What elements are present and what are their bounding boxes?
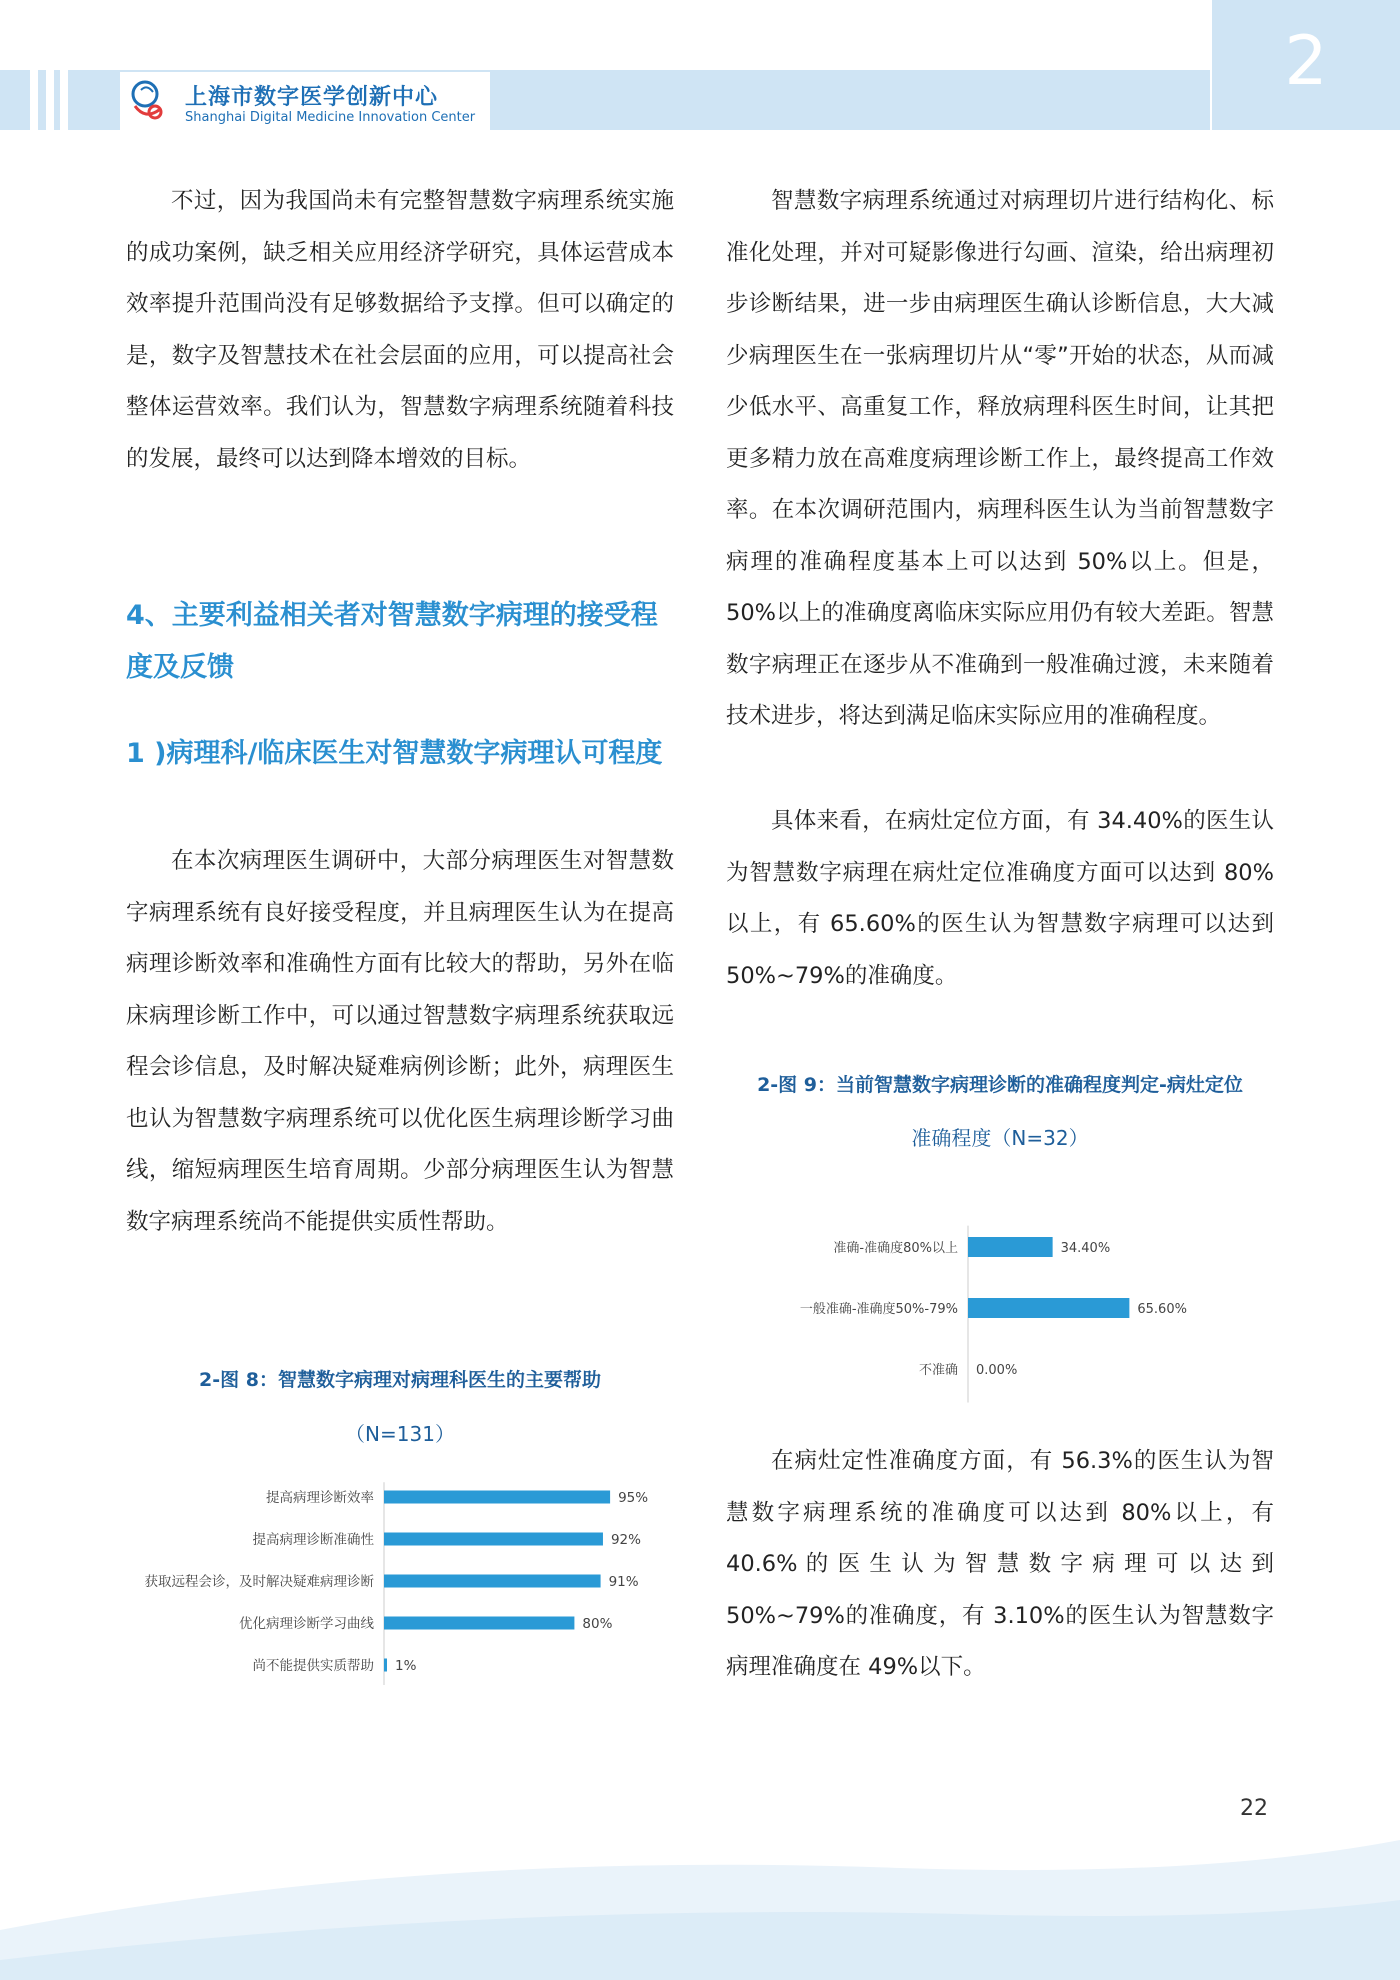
bar [384, 1491, 610, 1504]
fig8-caption: 2-图 8：智慧数字病理对病理科医生的主要帮助 [199, 1369, 601, 1391]
center-logo-icon [125, 76, 173, 126]
org-name-en: Shanghai Digital Medicine Innovation Center [185, 110, 476, 125]
value-label: 34.40% [1060, 1241, 1111, 1256]
value-label: 80% [582, 1616, 613, 1632]
org-name-cn: 上海市数字医学创新中心 [185, 85, 439, 110]
footer-wave [0, 1820, 1400, 1980]
bar [384, 1533, 603, 1546]
bar [384, 1659, 387, 1672]
category-label: 不准确 [918, 1363, 958, 1378]
bar [968, 1237, 1053, 1257]
page-number: 22 [1240, 1796, 1268, 1821]
category-label: 提高病理诊断准确性 [252, 1532, 374, 1548]
chapter-number: 2 [1284, 22, 1328, 101]
value-label: 91% [608, 1574, 639, 1590]
section-heading: 4、主要利益相关者对智慧数字病理的接受程度及反馈 [126, 600, 658, 683]
value-label: 65.60% [1137, 1302, 1187, 1317]
header-stripe [46, 70, 54, 130]
fig9-bar-chart [760, 1215, 1280, 1405]
bar [384, 1575, 601, 1588]
value-label: 1% [395, 1658, 417, 1674]
category-label: 优化病理诊断学习曲线 [239, 1616, 374, 1632]
left-paragraph-2: 在本次病理医生调研中，大部分病理医生对智慧数字病理系统有良好接受程度，并且病理医生认为在提高病理诊断效率和准确性方面有比较大的帮助，另外在临床病理诊断工作中，可以通过智慧数字病理系统获取远程会诊信息，及时解决疑难病例诊断；此外，病理医生也认为智慧数字病理系统可以优化医生病理诊断学习曲线，缩短病理医生培育周期。少部分病理医生认为智慧数字病理系统尚不能提供实质性帮助。 [126, 848, 674, 1235]
header-stripe [30, 70, 38, 130]
category-label: 提高病理诊断效率 [266, 1490, 374, 1506]
bar [384, 1617, 574, 1630]
category-label: 获取远程会诊，及时解决疑难病理诊断 [144, 1574, 374, 1590]
right-paragraph-2: 具体来看，在病灶定位方面，有 34.40%的医生认为智慧数字病理在病灶定位准确度方面可以达到 80%以上，有 65.60%的医生认为智慧数字病理可以达到 50%~79%的准确度。 [726, 808, 1274, 989]
left-paragraph-1: 不过，因为我国尚未有完整智慧数字病理系统实施的成功案例，缺乏相关应用经济学研究，具体运营成本效率提升范围尚没有足够数据给予支撑。但可以确定的是，数字及智慧技术在社会层面的应用，可以提高社会整体运营效率。我们认为，智慧数字病理系统随着科技的发展，最终可以达到降本增效的目标。 [126, 188, 674, 472]
category-label: 一般准确-准确度50%-79% [799, 1302, 958, 1317]
value-label: 92% [610, 1532, 641, 1548]
value-label: 95% [618, 1490, 649, 1506]
category-label: 准确-准确度80%以上 [833, 1241, 958, 1256]
fig8-bar-chart [100, 1475, 700, 1685]
value-label: 0.00% [976, 1363, 1018, 1378]
right-paragraph-3: 在病灶定性准确度方面，有 56.3%的医生认为智慧数字病理系统的准确度可以达到 80%以上，有 40.6% 的 医 生 认 为 智 慧 数 字 病 理 可 以 达 到 50%~79%的准确度，有 3.10%的医生认为智慧数字病理准确度在 49%以下。 [726, 1448, 1274, 1680]
right-paragraph-1: 智慧数字病理系统通过对病理切片进行结构化、标准化处理，并对可疑影像进行勾画、渲染，给出病理初步诊断结果，进一步由病理医生确认诊断信息，大大减少病理医生在一张病理切片从“零”开始的状态，从而减少低水平、高重复工作，释放病理科医生时间，让其把更多精力放在高难度病理诊断工作上，最终提高工作效率。在本次调研范围内，病理科医生认为当前智慧数字病理的准确程度基本上可以达到 50%以上。但是， 50%以上的准确度离临床实际应用仍有较大差距。智慧数字病理正在逐步从不准确到一般准确过渡，未来随着技术进步，将达到满足临床实际应用的准确程度。 [726, 188, 1274, 729]
fig8-caption-n: （N=131） [345, 1422, 455, 1446]
fig9-caption-n: 准确程度（N=32） [911, 1126, 1089, 1150]
fig9-caption: 2-图 9：当前智慧数字病理诊断的准确程度判定-病灶定位 [757, 1074, 1243, 1096]
bar [968, 1298, 1129, 1318]
header-stripe [60, 70, 68, 130]
category-label: 尚不能提供实质帮助 [252, 1658, 374, 1674]
subsection-heading: 1 )病理科/临床医生对智慧数字病理认可程度 [126, 738, 663, 769]
